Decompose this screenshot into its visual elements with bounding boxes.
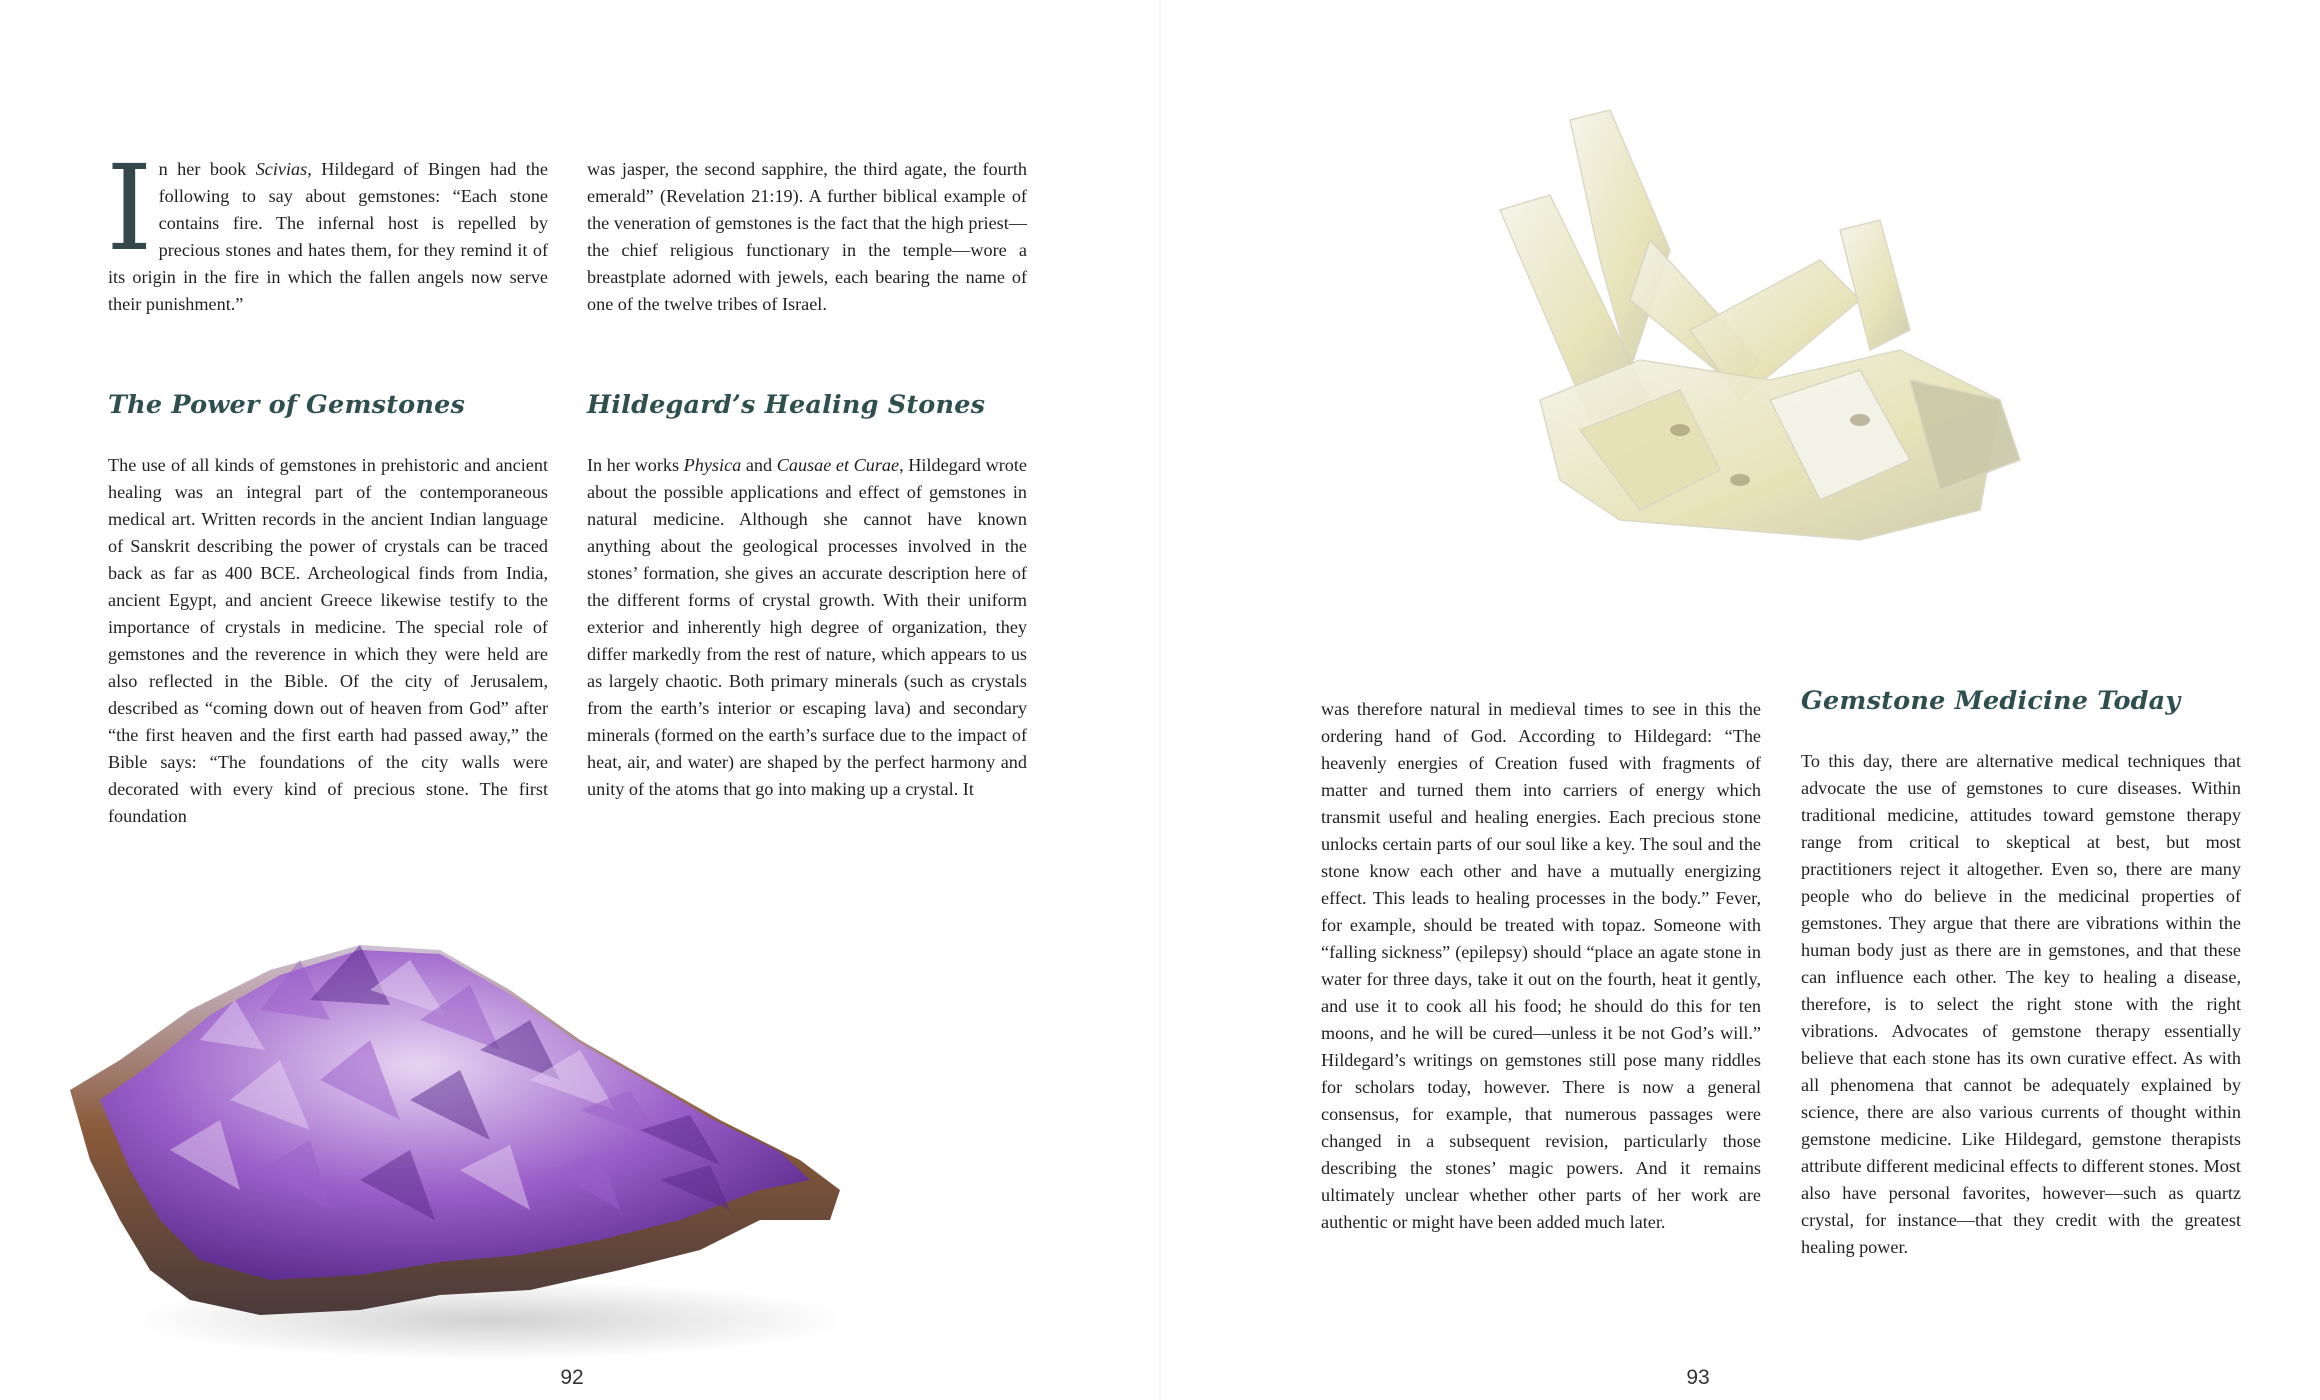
body-column-2 — [587, 452, 1027, 803]
body-paragraph-gemstone-medicine — [1801, 748, 2241, 1261]
intro-column-2 — [587, 156, 1027, 318]
page-number-right: 93 — [1686, 1366, 1710, 1389]
quartz-crystal — [1840, 220, 1910, 350]
right-page — [1160, 0, 2320, 1400]
quartz-inclusion — [1670, 424, 1690, 436]
italic-text-run: Physica — [683, 455, 742, 475]
text-run: , Hildegard of Bingen had the following to say about gemstones: “Each stone contains fire. The infernal host is repelled by precious stones and hates them, for they remind it of its origin in the fire in which the fallen angels now serve their punishment.” — [108, 159, 548, 314]
text-run: The use of all kinds of gemstones in prehistoric and ancient healing was an integral part of the contemporaneous medical art. Written records in the ancient Indian language of Sanskrit describing the power of crystals can be traced back as far as 400 BCE. Archeological finds from India, ancient Egypt, and ancient Greece likewise testify to the importance of crystals in medicine. The special role of gemstones and the reverence in which they were held are also reflected in the Bible. Of the city of Jerusalem, described as “coming down out of heaven from God” after “the first heaven and the first earth had passed away,” the Bible says: “The foundations of the city walls were decorated with every kind of precious stone. The first foundation — [108, 455, 548, 826]
body-paragraph-hildegard-cont — [1321, 696, 1761, 1236]
text-run: was therefore natural in medieval times to see in this the ordering hand of God. According to Hildegard: “The heavenly energies of Creation fused with fragments of matter and turned them into carriers of energy which transmit useful and healing energies. Each precious stone unlocks certain parts of our soul like a key. The soul and the stone know each other and have a mutually energizing effect. This leads to healing processes in the body.” Fever, for example, should be treated with topaz. Someone with “falling sickness” (epilepsy) should “place an agate stone in water for three days, take it out on the fourth, heat it gently, and use it to cook all his food; he should do this for ten moons, and he will be cured—unless it be not God’s will.” Hildegard’s writings on gemstones still pose many riddles for scholars today, however. There is now a general consensus, for example, that numerous passages were changed in a subsequent revision, particularly those describing the stones’ magic powers. And it remains ultimately unclear whether other parts of her work are authentic or might have been added much later. — [1321, 699, 1761, 1232]
drop-cap: I — [106, 139, 153, 277]
italic-text-run: Causae et Curae — [776, 455, 900, 475]
right-body-column-1 — [1321, 696, 1761, 1236]
heading-hildegards-healing-stones: Hildegard’s Healing Stones — [587, 390, 986, 420]
intro-paragraph-2 — [587, 156, 1027, 318]
text-run: To this day, there are alternative medical techniques that advocate the use of gemstones to cure diseases. Within traditional medicine, attitudes toward gemstone therapy range from critical to skeptical at best, but most practitioners reject it altogether. Even so, there are many people who do believe in the medicinal properties of gemstones. They argue that there are vibrations within the human body just as there are in gemstones, and that these can influence each other. The key to healing a disease, therefore, is to select the right stone with the right vibrations. Advocates of gemstone therapy essentially believe that each stone has its own curative effect. As with all phenomena that cannot be adequately explained by science, there are also various currents of thought within gemstone medicine. Like Hildegard, gemstone therapists attribute different medicinal effects to different stones. Most also have personal favorites, however—such as quartz crystal, for instance—that they credit with the greatest healing power. — [1801, 751, 2241, 1257]
text-run: was jasper, the second sapphire, the third agate, the fourth emerald” (Revelation 21:19). A further biblical example of the veneration of gemstones is the fact that the high priest—the chief religious functionary in the temple—wore a breastplate adorned with jewels, each bearing the name of one of the twelve tribes of Israel. — [587, 159, 1027, 314]
page-number-left: 92 — [560, 1366, 584, 1389]
text-run: In her works — [587, 455, 684, 475]
text-run: n her book — [158, 159, 256, 179]
text-run: and — [741, 455, 777, 475]
intro-column-1 — [106, 139, 548, 318]
body-paragraph-healing-stones — [587, 452, 1027, 803]
quartz-inclusion — [1730, 474, 1750, 486]
italic-text-run: Scivias — [255, 159, 308, 179]
heading-gemstone-medicine-today: Gemstone Medicine Today — [1801, 686, 2181, 716]
body-column-1 — [108, 452, 548, 830]
right-body-column-2 — [1801, 748, 2241, 1261]
quartz-cluster-photo — [1440, 100, 2140, 580]
intro-paragraph-1 — [106, 139, 548, 318]
body-paragraph-power — [108, 452, 548, 830]
amethyst-cluster-photo — [60, 890, 880, 1380]
quartz-inclusion — [1850, 414, 1870, 426]
text-run: , Hildegard wrote about the possible applications and effect of gemstones in natural medicine. Although she cannot have known anything about the geological processes involved in the stones’ formation, she gives an accurate description here of the different forms of crystal growth. With their uniform exterior and inherently high degree of organization, they differ markedly from the rest of nature, which appears to us as largely chaotic. Both primary minerals (such as crystals from the earth’s interior or escaping lava) and secondary minerals (formed on the earth’s surface due to the impact of heat, air, and water) are shaped by the perfect harmony and unity of the atoms that go into making up a crystal. It — [587, 455, 1027, 799]
heading-power-of-gemstones: The Power of Gemstones — [108, 390, 466, 420]
